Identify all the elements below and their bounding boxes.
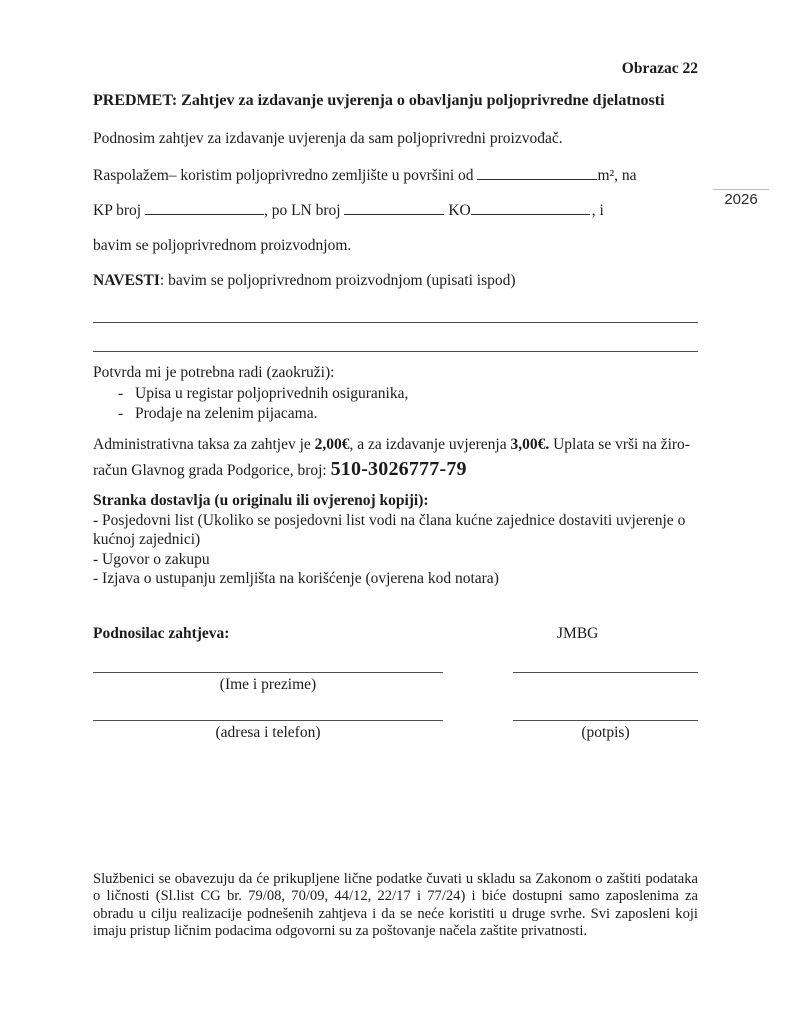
land-area-line xyxy=(93,167,698,186)
activity-statement: bavim se poljoprivrednom proizvodnjom. xyxy=(93,237,352,254)
purpose-list xyxy=(93,384,698,424)
ko-label: KO xyxy=(448,202,471,219)
attachment-item-2: - Ugovor o zakupu xyxy=(93,550,210,568)
blank-kp-number xyxy=(145,210,264,215)
attachments-section xyxy=(93,491,698,589)
ln-label: , po LN broj xyxy=(263,202,341,219)
jmbg-label: JMBG xyxy=(557,625,599,642)
parcel-line-end: , i xyxy=(591,202,604,219)
margin-note-2026: 2026 xyxy=(713,189,769,208)
form-title: PREDMET: Zahtjev za izdavanje uvjerenja o obavljanju poljoprivredne djelatnosti xyxy=(93,92,665,109)
navesti-line xyxy=(93,272,698,291)
signature-caption: (potpis) xyxy=(581,724,630,741)
bank-account-number: 510-3026777-79 xyxy=(330,458,467,480)
name-caption: (Ime i prezime) xyxy=(219,676,317,693)
list-item xyxy=(93,404,698,424)
dash-marker: - xyxy=(118,405,124,422)
land-area-text: Raspolažem– koristim poljoprivredno zemljište u površini od xyxy=(93,167,474,184)
write-in-line-2 xyxy=(93,351,698,352)
signature-line-address xyxy=(93,720,443,721)
attachments-heading: Stranka dostavlja (u originalu ili ovjerenoj kopiji): xyxy=(93,492,429,509)
form-number: Obrazac 22 xyxy=(621,60,698,77)
purpose-heading: Potvrda mi je potrebna radi (zaokruži): xyxy=(93,364,335,381)
fee-text-2: , a za izdavanje uvjerenja xyxy=(349,436,511,453)
applicant-label: Podnosilac zahtjeva: xyxy=(93,625,230,642)
fee-text-3: Uplata se vrši na žiro-račun Glavnog grada Podgorice, broj: xyxy=(93,436,690,479)
intro-statement: Podnosim zahtjev za izdavanje uvjerenja da sam poljoprivredni proizvođač. xyxy=(93,130,563,147)
applicant-row xyxy=(93,625,698,644)
form-content xyxy=(93,0,698,1024)
purpose-option-2: Prodaje na zelenim pijacama. xyxy=(135,405,318,422)
dash-marker: - xyxy=(118,385,124,402)
blank-ko-name xyxy=(471,210,590,215)
fee-text-1: Administrativna taksa za zahtjev je xyxy=(93,436,315,453)
navesti-label: NAVESTI xyxy=(93,272,160,289)
navesti-text: : bavim se poljoprivrednom proizvodnjom (upisati ispod) xyxy=(159,272,516,289)
blank-area-m2 xyxy=(477,175,597,180)
signature-line-name xyxy=(93,672,443,673)
fee-paragraph xyxy=(93,432,698,483)
kp-label: KP broj xyxy=(93,202,142,219)
address-caption: (adresa i telefon) xyxy=(215,724,321,741)
land-area-suffix: m², na xyxy=(597,167,637,184)
write-in-line-1 xyxy=(93,322,698,323)
attachment-item-1: - Posjedovni list (Ukoliko se posjedovni list vodi na člana kućne zajednice dostaviti uvjerenje o kućnoj zajednici) xyxy=(93,511,686,548)
fee-amount-certificate: 3,00€. xyxy=(510,436,550,453)
privacy-paragraph: Službenici se obavezuju da će prikupljene lične podatke čuvati u skladu sa Zakonom o zaštiti podataka o ličnosti (Sl.list CG br. 79/08, 70/09, 44/12, 22/17 i 77/24) i biće dostupni samo zaposlenima za obradu u cilju realizacije podnešenih zahtjeva i da se neće koristiti u druge svrhe. Svi zaposleni koji imaju pristup ličnim podacima odgovorni su za poštovanje načela zaštite privatnosti. xyxy=(93,871,698,939)
blank-ln-number xyxy=(344,210,444,215)
fee-amount-request: 2,00€ xyxy=(314,436,350,453)
list-item xyxy=(93,384,698,404)
signature-line-jmbg xyxy=(513,672,698,673)
parcel-line xyxy=(93,202,698,221)
signature-line-signature xyxy=(513,720,698,721)
purpose-option-1: Upisa u registar poljoprivednih osiguranika, xyxy=(135,385,409,402)
attachment-item-3: - Izjava o ustupanju zemljišta na korišćenje (ovjerena kod notara) xyxy=(93,570,499,587)
